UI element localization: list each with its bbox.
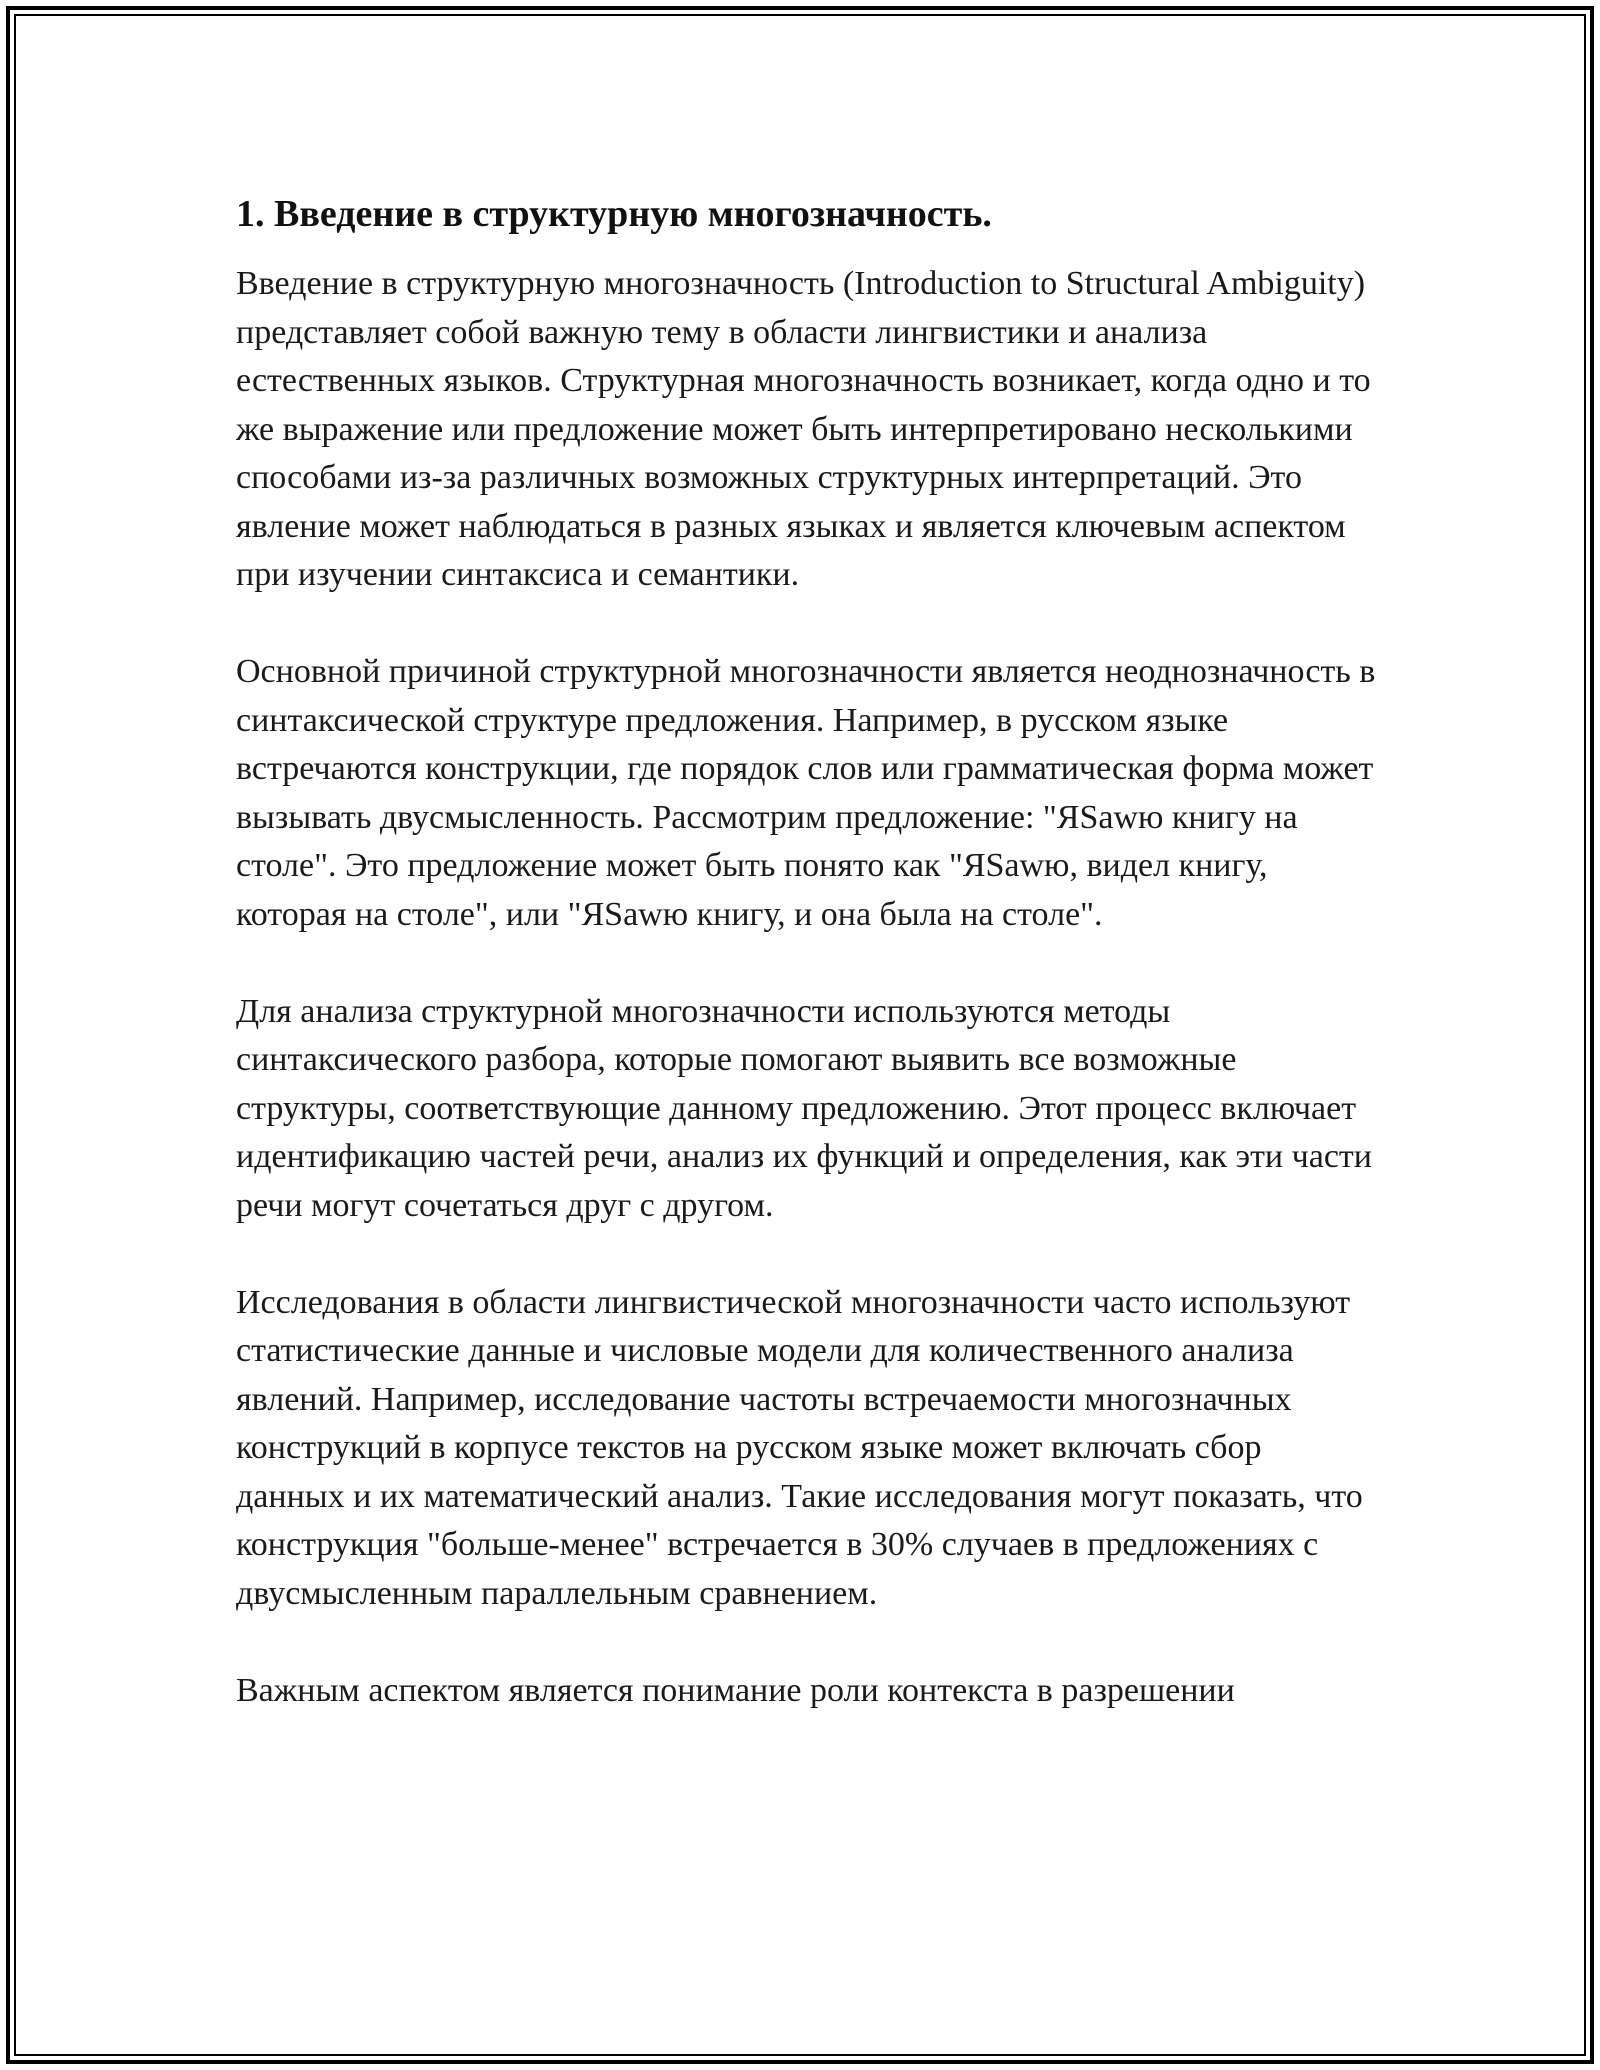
paragraph-analysis: Для анализа структурной многозначности используются методы синтаксического разбора, которые помогают выявить все возможные структуры, соответствующие данному предложению. Этот процесс включает идентификацию частей речи, анализ их функций и определения, как эти части речи могут сочетаться друг с другом.	[236, 992, 1372, 1224]
document-body	[236, 186, 1376, 1764]
paragraph-cause: Основной причиной структурной многозначности является неоднозначность в синтаксической структуре предложения. Например, в русском языке встречаются конструкции, где порядок слов или грамматическая форма может вызывать двусмысленность. Рассмотрим предложение: "ЯSawю книгу на столе". Это предложение может быть понято как "ЯSawю, видел книгу, которая на столе", или "ЯSawю книгу, и она была на столе".	[236, 653, 1376, 933]
paragraph-research: Исследования в области лингвистической многозначности часто используют статистические данные и числовые модели для количественного анализа явлений. Например, исследование частоты встречаемости многозначных конструкций в корпусе текстов на русском языке может включать сбор данных и их математический анализ. Такие исследования могут показать, что конструкция "больше-менее" встречается в 30% случаев в предложениях с двусмысленным параллельным сравнением.	[236, 1283, 1363, 1612]
paragraph-intro: Введение в структурную многозначность (Introduction to Structural Ambiguity) представляет собой важную тему в области лингвистики и анализа естественных языков. Структурная многозначность возникает, когда одно и то же выражение или предложение может быть интерпретировано несколькими способами из-за различных возможных структурных интерпретаций. Это явление может наблюдаться в разных языках и является ключевым аспектом при изучении синтаксиса и семантики.	[236, 265, 1371, 593]
section-heading: 1. Введение в структурную многозначность.	[236, 193, 992, 235]
paragraph-context: Важным аспектом является понимание роли контекста в разрешении	[236, 1671, 1235, 1709]
